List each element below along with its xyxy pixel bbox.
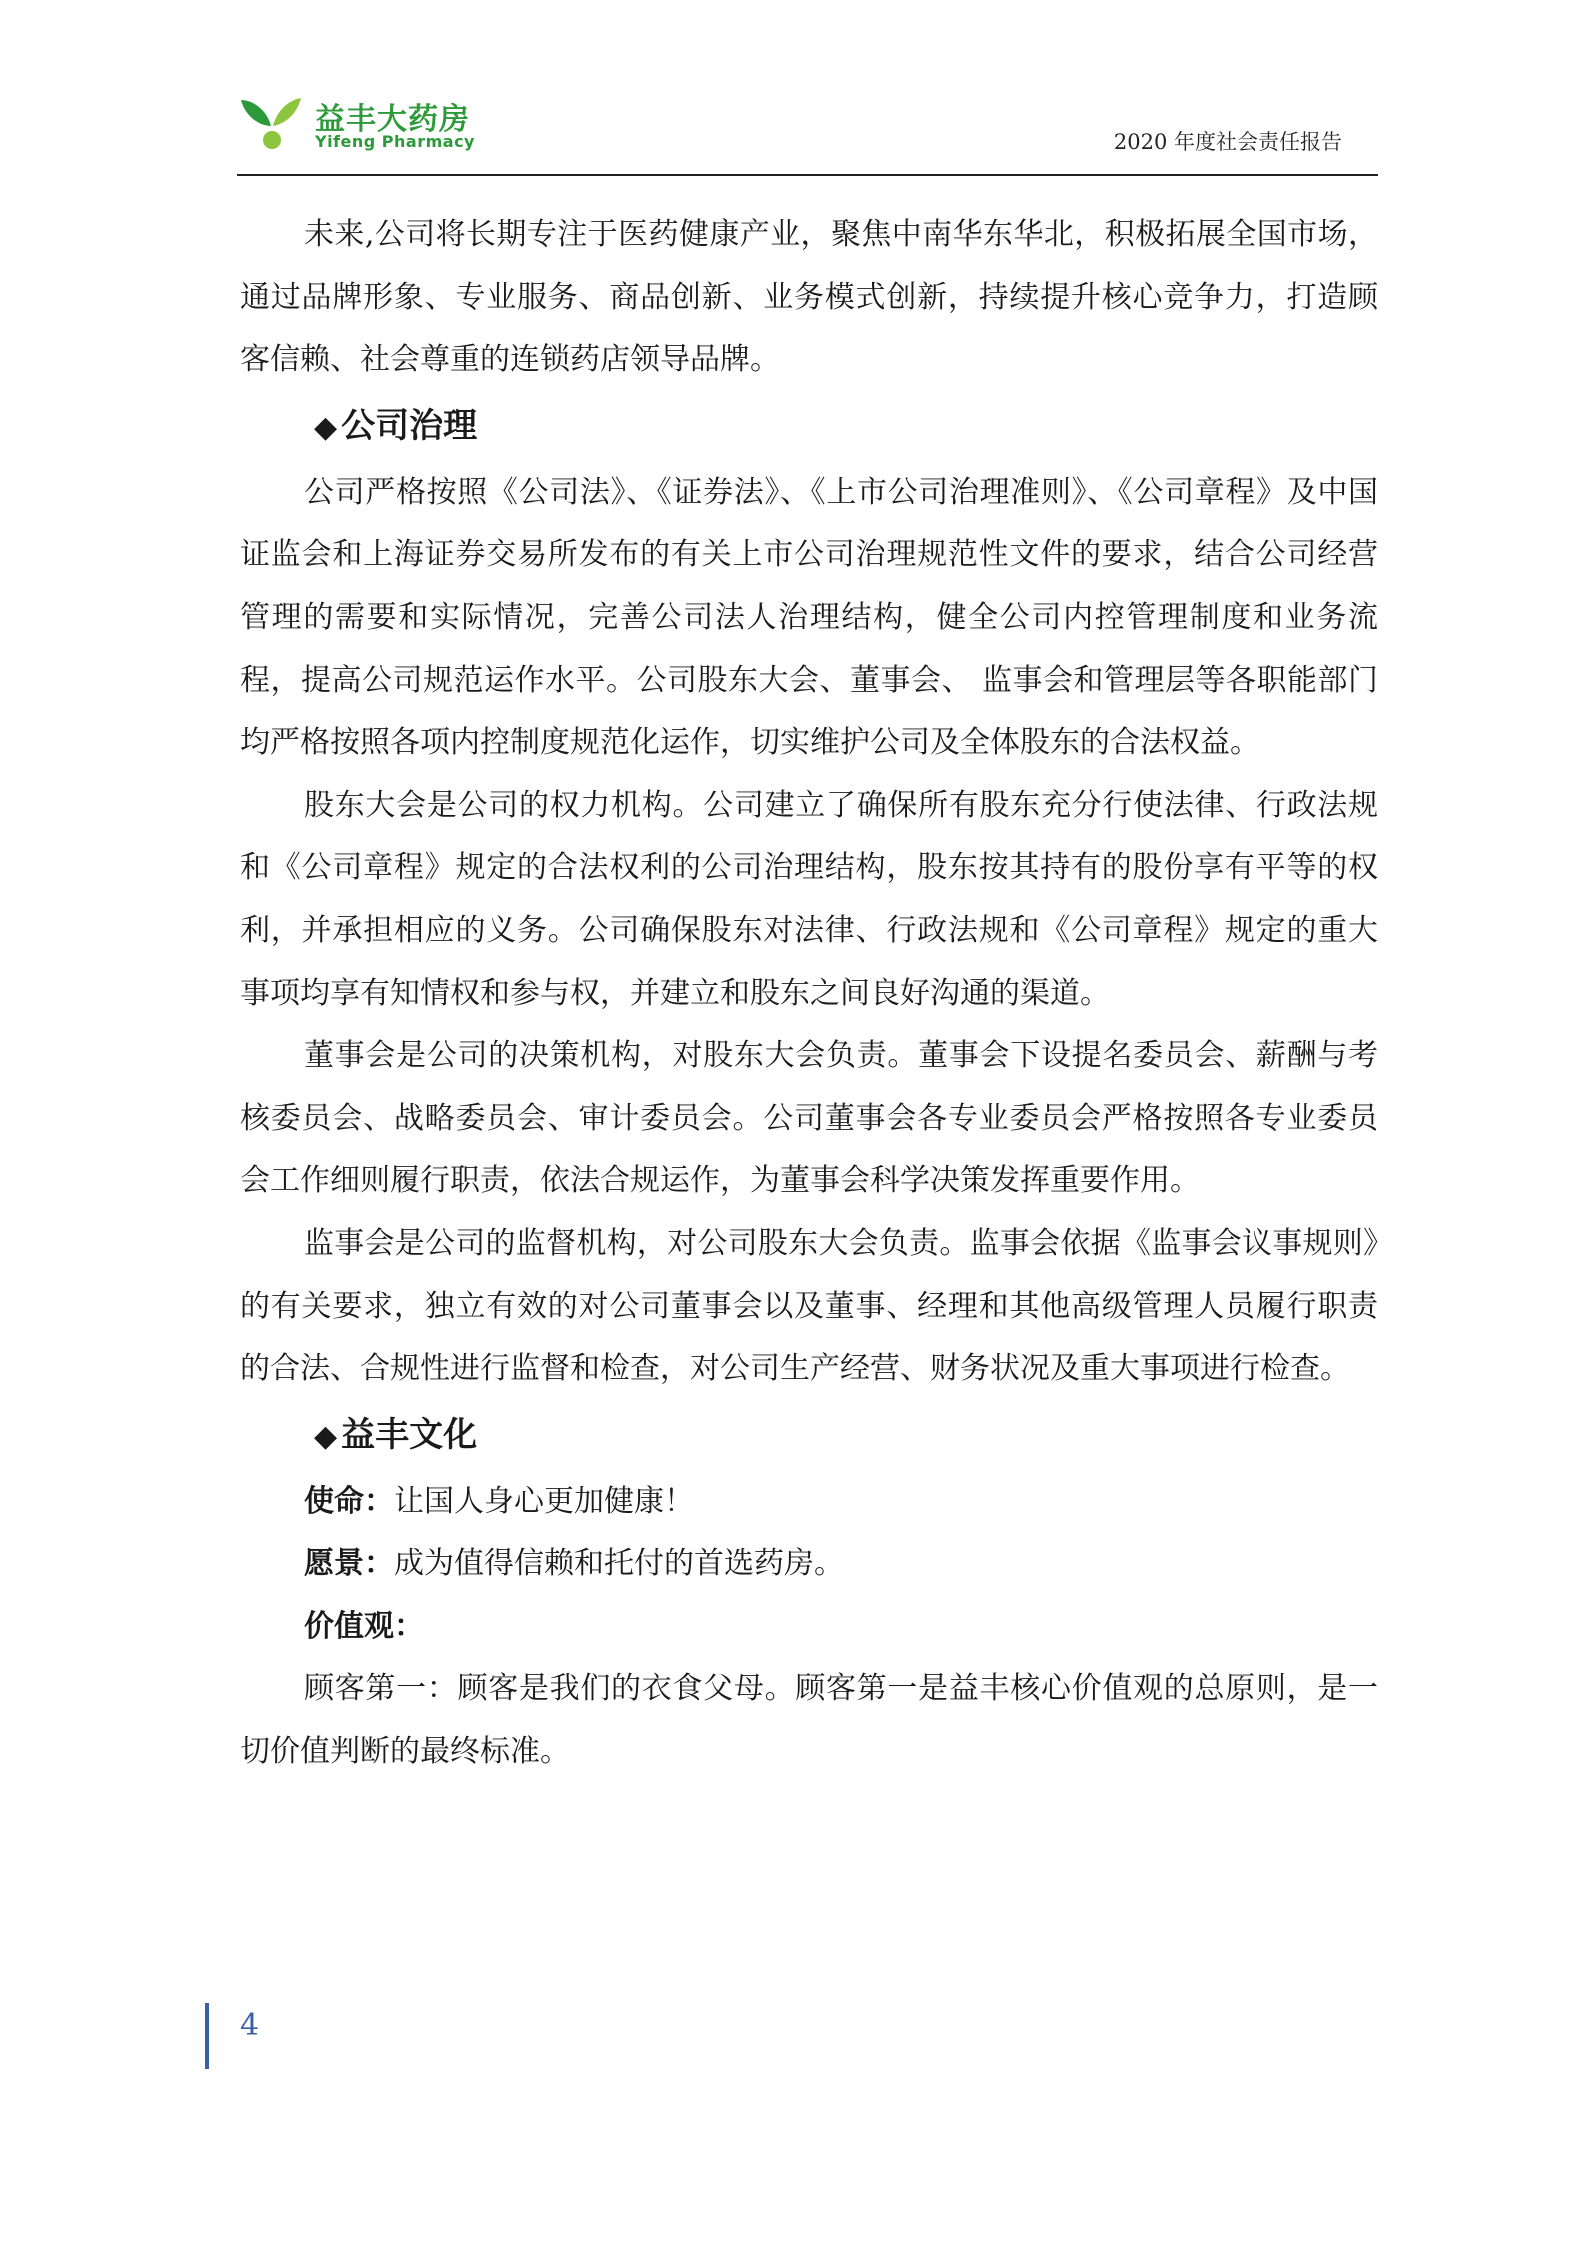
values-paragraph: 顾客第一：顾客是我们的衣食父母。顾客第一是益丰核心价值观的总原则，是一切价值判断的最终标准。 (240, 1671, 1378, 1770)
section-title: 益丰文化 (341, 1414, 478, 1455)
vision-line (240, 1533, 1378, 1596)
values-line (240, 1596, 1378, 1659)
governance-paragraph: 董事会是公司的决策机构，对股东大会负责。董事会下设提名委员会、薪酬与考核委员会、战略委员会、审计委员会。公司董事会各专业委员会严格按照各专业委员会工作细则履行职责，依法合规运作，为董事会科学决策发挥重要作用。 (240, 1038, 1378, 1199)
mission-label: 使命： (304, 1483, 394, 1519)
diamond-bullet-icon: ◆ (314, 409, 338, 445)
governance-paragraph: 监事会是公司的监督机构，对公司股东大会负责。监事会依据《监事会议事规则》的有关要求，独立有效的对公司董事会以及董事、经理和其他高级管理人员履行职责的合法、合规性进行监督和检查，对公司生产经营、财务状况及重大事项进行检查。 (240, 1225, 1378, 1387)
values-label: 价值观： (304, 1608, 424, 1644)
section-heading-culture (240, 1401, 1378, 1471)
page-header (237, 88, 1378, 176)
governance-paragraph: 公司严格按照《公司法》、《证券法》、《上市公司治理准则》、《公司章程》及中国证监会和上海证券交易所发布的有关上市公司治理规范性文件的要求，结合公司经营管理的需要和实际情况，完善公司法人治理结构，健全公司内控管理制度和业务流程，提高公司规范运作水平。公司股东大会、董事会、 监事会和管理层等各职能部门均严格按照各项内控制度规范化运作，切实维护公司及全体股东的合法权益。 (240, 474, 1378, 761)
section-heading-governance (240, 392, 1378, 462)
vision-text: 成为值得信赖和托付的首选药房。 (394, 1546, 844, 1582)
logo-english-name: Yifeng Pharmacy (315, 132, 475, 151)
page-content (240, 204, 1378, 1784)
mission-line (240, 1471, 1378, 1534)
logo-chinese-name: 益丰大药房 (315, 102, 470, 137)
page-number: 4 (240, 2008, 260, 2043)
governance-paragraph: 股东大会是公司的权力机构。公司建立了确保所有股东充分行使法律、行政法规和《公司章程》规定的合法权利的公司治理结构，股东按其持有的股份享有平等的权利，并承担相应的义务。公司确保股东对法律、行政法规和《公司章程》规定的重大事项均享有知情权和参与权，并建立和股东之间良好沟通的渠道。 (240, 787, 1378, 1011)
vision-label: 愿景： (304, 1546, 394, 1582)
mission-text: 让国人身心更加健康！ (394, 1483, 694, 1519)
intro-paragraph: 未来,公司将长期专注于医药健康产业，聚焦中南华东华北，积极拓展全国市场，通过品牌形象、专业服务、商品创新、业务模式创新，持续提升核心竞争力，打造顾客信赖、社会尊重的连锁药店领导品牌。 (240, 217, 1378, 378)
diamond-bullet-icon: ◆ (314, 1418, 338, 1454)
section-title: 公司治理 (341, 405, 478, 446)
report-title: 2020 年度社会责任报告 (1113, 130, 1342, 154)
footer-accent-bar (205, 2003, 209, 2069)
pharmacy-logo-icon (237, 92, 307, 154)
